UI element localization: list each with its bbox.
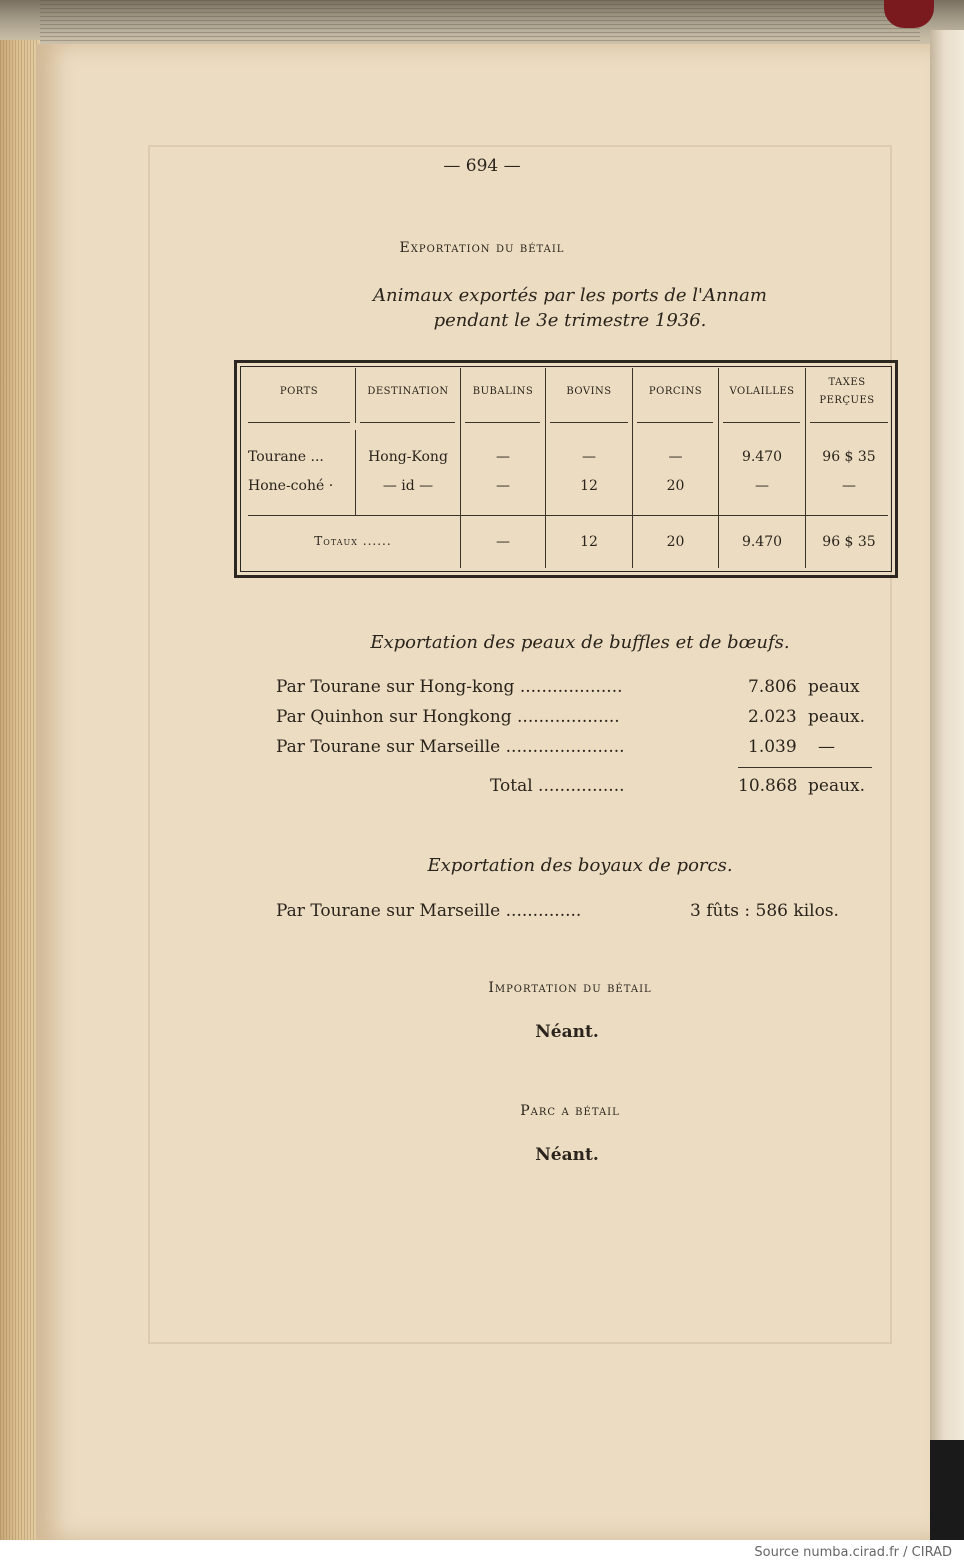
header-underline: [465, 422, 540, 423]
hides-line-label: Par Tourane sur Marseille ......................: [276, 737, 625, 757]
total-volailles: 9.470: [741, 534, 783, 550]
header-ports: PORTS: [279, 386, 319, 397]
header-underline: [248, 422, 350, 423]
header-underline: [637, 422, 713, 423]
header-underline: [550, 422, 628, 423]
hides-line-unit: —: [818, 737, 835, 757]
cell-bovins: 12: [580, 478, 598, 494]
export-heading: Exportation du bétail: [399, 240, 565, 256]
hides-total-unit: peaux.: [808, 776, 866, 796]
park-value: Néant.: [535, 1145, 599, 1165]
cell-destination: Hong-Kong: [368, 449, 448, 465]
park-heading: Parc a bétail: [520, 1103, 620, 1119]
book-left-pages: [0, 40, 38, 1540]
hides-total-value: 10.868: [738, 776, 798, 796]
hides-heading: Exportation des peaux de buffles et de bœufs.: [370, 632, 790, 653]
total-taxes: 96 $ 35: [822, 534, 876, 550]
cell-volailles: —: [755, 478, 769, 494]
totals-label: Totaux ......: [314, 534, 392, 548]
total-bubalins: —: [496, 534, 510, 550]
import-heading: Importation du bétail: [488, 980, 652, 996]
totals-separator: [248, 515, 888, 516]
header-underline: [723, 422, 800, 423]
header-bovins: BOVINS: [566, 386, 612, 397]
hides-line-value: 7.806: [748, 677, 797, 697]
page-number: — 694 —: [443, 156, 521, 176]
casings-line-label: Par Tourane sur Marseille ..............: [276, 901, 582, 921]
cell-porcins: —: [668, 449, 683, 465]
hides-line-value: 1.039: [748, 737, 797, 757]
hides-total-label: Total ................: [490, 776, 625, 796]
header-underline: [810, 422, 888, 423]
cell-volailles: 9.470: [741, 449, 783, 465]
hides-line-value: 2.023: [748, 707, 797, 727]
book-right-edge: [930, 30, 964, 1540]
book-top-pages: [40, 0, 920, 48]
header-bubalins: BUBALINS: [472, 386, 534, 397]
total-porcins: 20: [666, 534, 685, 550]
cell-porcins: 20: [666, 478, 685, 494]
total-rule: [738, 767, 872, 768]
cell-bubalins: —: [496, 449, 510, 465]
hides-line-label: Par Quinhon sur Hongkong ...................: [276, 707, 620, 727]
cell-port: Hone-cohé ·: [248, 478, 334, 494]
cell-bovins: —: [582, 449, 596, 465]
source-credit: Source numba.cirad.fr / CIRAD: [754, 1545, 952, 1560]
cell-taxes: 96 $ 35: [822, 449, 876, 465]
cell-port: Tourane ...: [248, 449, 324, 465]
export-subtitle-2: pendant le 3e trimestre 1936.: [433, 310, 707, 331]
total-bovins: 12: [580, 534, 598, 550]
hides-line-unit: peaux: [808, 677, 860, 697]
import-value: Néant.: [535, 1022, 599, 1042]
cell-bubalins: —: [496, 478, 510, 494]
header-porcins: PORCINS: [648, 386, 703, 397]
export-subtitle-1: Animaux exportés par les ports de l'Annam: [373, 285, 767, 306]
casings-heading: Exportation des boyaux de porcs.: [427, 855, 733, 876]
header-underline: [360, 422, 455, 423]
header-volailles: VOLAILLES: [729, 386, 795, 397]
header-taxes: TAXES PERÇUES: [819, 377, 875, 406]
casings-line-value: 3 fûts : 586 kilos.: [690, 901, 839, 921]
hides-line-unit: peaux.: [808, 707, 866, 727]
col-sep: [355, 430, 356, 515]
cell-destination: — id —: [382, 478, 434, 494]
hides-line-label: Par Tourane sur Hong-kong ...................: [276, 677, 623, 697]
header-destination: DESTINATION: [367, 386, 449, 397]
cell-taxes: —: [842, 478, 856, 494]
